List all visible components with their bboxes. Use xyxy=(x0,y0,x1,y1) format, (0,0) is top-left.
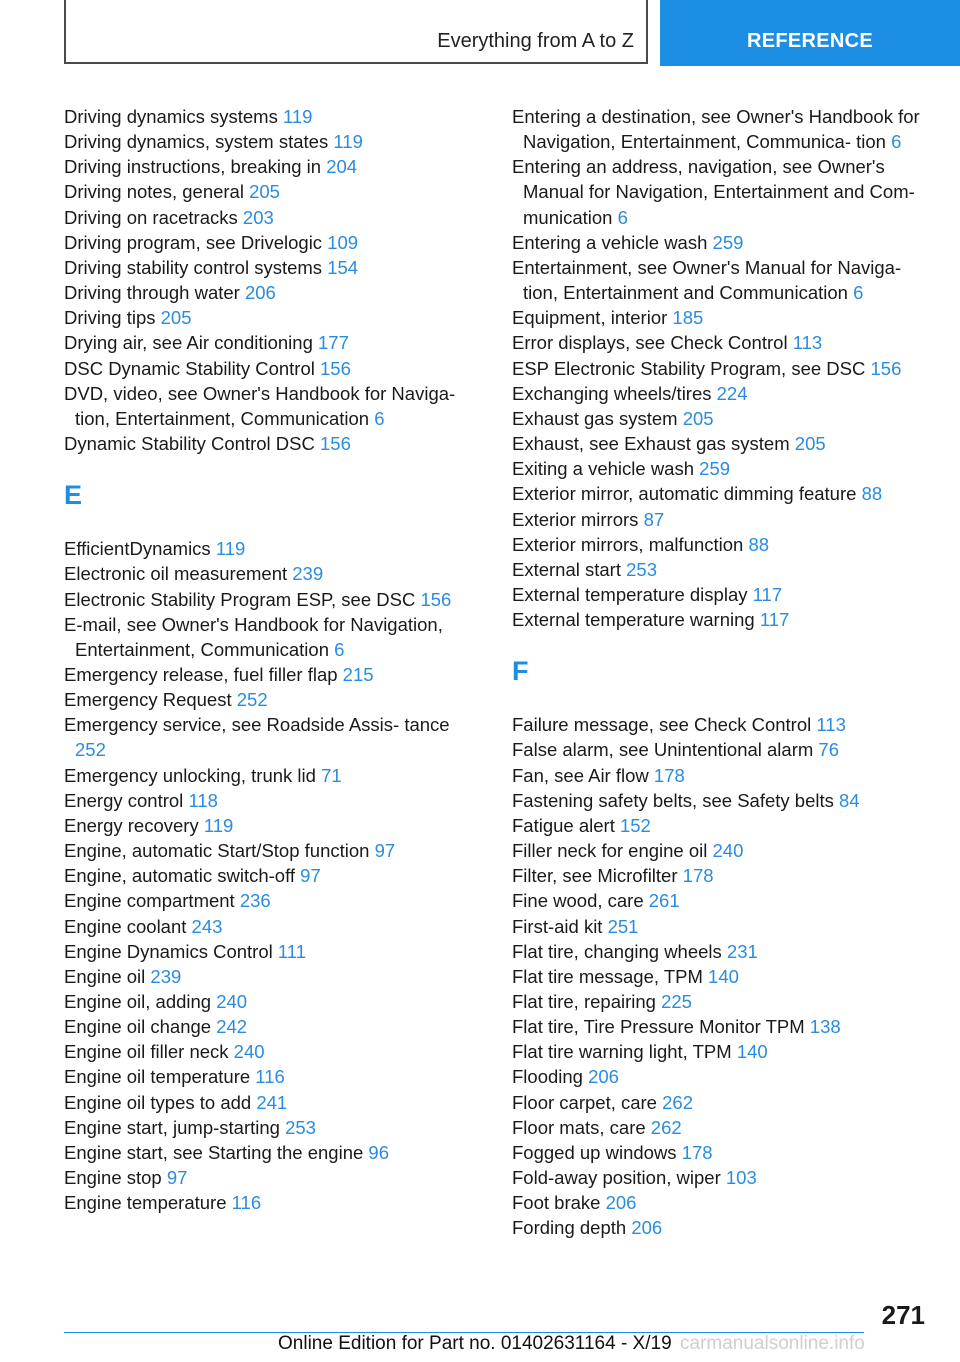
index-entry xyxy=(64,788,474,813)
entry-text: Entertainment, see Owner's Manual for Naviga‐ tion, Entertainment and Communication xyxy=(512,256,902,304)
letter-heading-f: F xyxy=(512,656,529,687)
entry-text: External temperature warning xyxy=(512,609,755,631)
entry-text: Engine oil types to add xyxy=(64,1091,252,1113)
entry-text: Engine start, see Starting the engine xyxy=(64,1141,364,1163)
entry-text: Fording depth xyxy=(512,1217,627,1239)
index-entry xyxy=(512,104,922,154)
index-entry xyxy=(512,406,922,431)
page-link[interactable]: 239 xyxy=(292,563,324,585)
index-entry xyxy=(512,1215,922,1240)
index-entry xyxy=(512,1115,922,1140)
index-entry xyxy=(64,662,474,687)
page-link[interactable]: 138 xyxy=(809,1016,841,1038)
entry-text: Filter, see Microfilter xyxy=(512,865,678,887)
entry-text: Exterior mirrors, malfunction xyxy=(512,533,744,555)
index-entry xyxy=(64,1115,474,1140)
entry-text: Electronic Stability Program ESP, see DSC xyxy=(64,588,416,610)
page-link[interactable]: 262 xyxy=(662,1091,693,1113)
page-link[interactable]: 97 xyxy=(300,865,321,887)
page-link[interactable]: 231 xyxy=(726,940,758,962)
page-number: 271 xyxy=(881,1300,925,1330)
index-column-left xyxy=(64,104,474,1215)
page-link[interactable]: 117 xyxy=(752,583,783,605)
page-link[interactable]: 178 xyxy=(653,764,685,786)
page-link[interactable]: 119 xyxy=(203,814,234,836)
index-entry xyxy=(512,1014,922,1039)
page-link[interactable]: 119 xyxy=(282,106,313,127)
page-link[interactable]: 119 xyxy=(215,538,246,560)
entry-text: Flat tire message, TPM xyxy=(512,965,703,987)
index-entry xyxy=(512,737,922,762)
page-link[interactable]: 253 xyxy=(626,558,658,580)
entry-text: Driving dynamics, system states xyxy=(64,131,329,153)
index-entry xyxy=(512,1140,922,1165)
page-link[interactable]: 206 xyxy=(631,1217,663,1239)
entry-text: DVD, video, see Owner's Handbook for Naviga‐ tion, Entertainment, Communication xyxy=(64,382,456,429)
index-entry xyxy=(64,381,474,431)
entry-text: Error displays, see Check Control xyxy=(512,332,788,354)
entry-text: External temperature display xyxy=(512,583,748,605)
page-link[interactable]: 261 xyxy=(648,890,680,912)
page-link[interactable]: 87 xyxy=(643,508,665,530)
index-entry xyxy=(64,129,474,154)
entry-text: Exiting a vehicle wash xyxy=(512,458,695,480)
entry-text: Emergency unlocking, trunk lid xyxy=(64,764,316,786)
index-entry xyxy=(512,1165,922,1190)
entry-text: Equipment, interior xyxy=(512,307,668,329)
index-entry xyxy=(512,255,922,305)
index-entry xyxy=(64,1140,474,1165)
index-entry xyxy=(64,356,474,381)
entry-text: Exchanging wheels/tires xyxy=(512,382,712,404)
page-link[interactable]: 6 xyxy=(617,206,628,228)
index-entry xyxy=(512,888,922,913)
index-entry xyxy=(64,1090,474,1115)
page-link[interactable]: 215 xyxy=(342,663,374,685)
entry-text: Driving on racetracks xyxy=(64,206,238,228)
index-entry xyxy=(64,712,474,762)
index-entry xyxy=(512,964,922,989)
entry-text: Flat tire, Tire Pressure Monitor TPM xyxy=(512,1016,805,1038)
entry-list-e-cont xyxy=(512,104,922,632)
page-link[interactable]: 185 xyxy=(672,307,704,329)
index-entry xyxy=(512,305,922,330)
entry-text: Engine, automatic Start/Stop function xyxy=(64,840,370,862)
entry-text: Driving through water xyxy=(64,282,240,304)
page-link[interactable]: 253 xyxy=(285,1116,316,1138)
index-entry xyxy=(512,456,922,481)
index-entry xyxy=(64,431,474,456)
entry-text: Engine oil change xyxy=(64,1016,212,1038)
page-link[interactable]: 262 xyxy=(650,1116,682,1138)
index-entry xyxy=(64,104,474,129)
index-entry xyxy=(64,964,474,989)
index-entry xyxy=(64,1190,474,1215)
page-link[interactable]: 71 xyxy=(321,764,342,786)
page-link[interactable]: 242 xyxy=(216,1016,248,1038)
index-entry xyxy=(64,914,474,939)
index-entry xyxy=(512,431,922,456)
page-link[interactable]: 113 xyxy=(792,332,823,354)
page-link[interactable]: 259 xyxy=(712,231,744,253)
entry-text: Flooding xyxy=(512,1066,583,1088)
index-entry xyxy=(512,863,922,888)
entry-text: Engine start, jump-starting xyxy=(64,1116,280,1138)
index-entry xyxy=(512,230,922,255)
entry-text: External start xyxy=(512,558,621,580)
page-link[interactable]: 240 xyxy=(216,991,248,1012)
index-entry xyxy=(64,838,474,863)
entry-text: Floor mats, care xyxy=(512,1116,646,1138)
index-entry xyxy=(64,1039,474,1064)
index-entry xyxy=(64,687,474,712)
reference-label: REFERENCE xyxy=(746,30,874,52)
entry-text: Fatigue alert xyxy=(512,814,615,836)
entry-text: Engine oil xyxy=(64,965,146,987)
page-link[interactable]: 84 xyxy=(839,789,860,811)
index-entry xyxy=(64,154,474,179)
entry-list-e xyxy=(64,536,474,1215)
index-entry xyxy=(64,205,474,230)
index-entry xyxy=(512,507,922,532)
entry-text: False alarm, see Unintentional alarm xyxy=(512,739,814,761)
index-entry xyxy=(512,481,922,506)
page-link[interactable]: 152 xyxy=(619,814,651,836)
entry-text: Engine oil temperature xyxy=(64,1066,251,1088)
index-entry xyxy=(512,914,922,939)
entry-text: Entering a destination, see Owner's Handbook for Navigation, Entertainment, Communica‐ tion xyxy=(512,106,920,153)
entry-text: Fine wood, care xyxy=(512,890,644,912)
letter-heading-e: E xyxy=(64,480,83,511)
entry-text: Engine stop xyxy=(64,1167,162,1189)
entry-text: Driving notes, general xyxy=(64,181,244,203)
entry-text: Fold-away position, wiper xyxy=(512,1167,721,1189)
entry-text: Dynamic Stability Control DSC xyxy=(64,433,315,455)
index-entry xyxy=(512,939,922,964)
page-header xyxy=(0,0,960,66)
entry-text: Engine oil, adding xyxy=(64,991,212,1012)
index-entry xyxy=(64,763,474,788)
page-link[interactable]: 224 xyxy=(716,382,748,404)
index-entry xyxy=(512,582,922,607)
index-entry xyxy=(64,612,474,662)
page-link[interactable]: 109 xyxy=(327,231,359,253)
page-link[interactable]: 103 xyxy=(725,1167,757,1189)
page-link[interactable]: 116 xyxy=(231,1192,262,1214)
entry-list-d xyxy=(64,104,474,456)
entry-text: Energy control xyxy=(64,789,184,811)
page-link[interactable]: 156 xyxy=(870,357,902,379)
page-link[interactable]: 154 xyxy=(327,256,359,278)
index-entry xyxy=(512,154,922,229)
entry-text: Fastening safety belts, see Safety belts xyxy=(512,789,834,811)
entry-text: Fan, see Air flow xyxy=(512,764,649,786)
index-entry xyxy=(64,230,474,255)
page-link[interactable]: 240 xyxy=(712,840,744,862)
entry-text: Driving stability control systems xyxy=(64,256,323,278)
page-link[interactable]: 225 xyxy=(661,991,692,1012)
entry-text: Engine compartment xyxy=(64,890,235,912)
page-link[interactable]: 259 xyxy=(699,458,731,480)
page-link[interactable]: 204 xyxy=(326,156,358,178)
page-link[interactable]: 118 xyxy=(188,789,218,811)
page-link[interactable]: 251 xyxy=(607,915,639,937)
index-entry xyxy=(64,989,474,1014)
index-entry xyxy=(512,788,922,813)
page-link[interactable]: 205 xyxy=(160,307,192,329)
page-link[interactable]: 156 xyxy=(420,588,452,610)
index-column-right xyxy=(512,104,922,1241)
page-link[interactable]: 206 xyxy=(244,282,276,304)
page-link[interactable]: 6 xyxy=(374,407,385,429)
index-entry xyxy=(64,280,474,305)
index-entry xyxy=(64,587,474,612)
entry-text: DSC Dynamic Stability Control xyxy=(64,357,315,379)
entry-text: Exhaust, see Exhaust gas system xyxy=(512,433,790,455)
index-entry xyxy=(64,888,474,913)
entry-text: Flat tire, changing wheels xyxy=(512,940,722,962)
entry-text: Engine temperature xyxy=(64,1192,227,1214)
index-entry xyxy=(64,1064,474,1089)
page-link[interactable]: 205 xyxy=(682,407,714,429)
entry-text: Drying air, see Air conditioning xyxy=(64,332,313,354)
page-link[interactable]: 119 xyxy=(333,131,363,153)
page-link[interactable]: 178 xyxy=(681,1141,713,1163)
entry-text: Flat tire, repairing xyxy=(512,991,656,1012)
entry-list-f xyxy=(512,712,922,1240)
page-link[interactable]: 88 xyxy=(748,533,770,555)
entry-text: Engine oil filler neck xyxy=(64,1041,229,1063)
page-link[interactable]: 205 xyxy=(249,181,280,203)
edition-text: Online Edition for Part no. 01402631164 - X/19 xyxy=(278,1333,672,1354)
page-link[interactable]: 243 xyxy=(191,915,223,937)
page-link[interactable]: 203 xyxy=(242,206,274,228)
entry-text: EfficientDynamics xyxy=(64,538,211,560)
index-entry xyxy=(64,330,474,355)
reference-tab[interactable] xyxy=(660,0,960,66)
entry-text: Flat tire warning light, TPM xyxy=(512,1041,732,1063)
page-link[interactable]: 178 xyxy=(682,865,714,887)
page-link[interactable]: 236 xyxy=(239,890,271,912)
entry-text: Emergency Request xyxy=(64,689,232,711)
entry-text: Foot brake xyxy=(512,1192,601,1214)
index-entry xyxy=(512,838,922,863)
entry-text: Driving program, see Drivelogic xyxy=(64,231,323,253)
entry-text: Entering a vehicle wash xyxy=(512,231,708,253)
page-link[interactable]: 241 xyxy=(256,1091,288,1113)
index-entry xyxy=(64,179,474,204)
page-link[interactable]: 156 xyxy=(320,433,351,455)
index-entry xyxy=(512,813,922,838)
index-entry xyxy=(64,536,474,561)
entry-text: Exhaust gas system xyxy=(512,407,678,429)
page-link[interactable]: 6 xyxy=(334,638,345,660)
watermark-brand: carmanualsonline.info xyxy=(680,1333,865,1354)
entry-text: Filler neck for engine oil xyxy=(512,840,708,862)
entry-text: First-aid kit xyxy=(512,915,603,937)
page-link[interactable]: 6 xyxy=(853,282,864,304)
entry-text: Energy recovery xyxy=(64,814,199,836)
index-entry xyxy=(64,305,474,330)
index-entry xyxy=(512,532,922,557)
entry-text: Emergency release, fuel filler flap xyxy=(64,663,338,685)
page-link[interactable]: 206 xyxy=(605,1192,637,1214)
page-link[interactable]: 140 xyxy=(736,1041,768,1063)
entry-text: Floor carpet, care xyxy=(512,1091,657,1113)
page-link[interactable]: 96 xyxy=(368,1141,389,1163)
page-link[interactable]: 240 xyxy=(233,1041,265,1063)
index-entry xyxy=(512,763,922,788)
index-entry xyxy=(512,381,922,406)
index-entry xyxy=(512,1190,922,1215)
page-link[interactable]: 117 xyxy=(759,609,790,631)
index-entry xyxy=(64,863,474,888)
index-entry xyxy=(512,1064,922,1089)
entry-text: Entering an address, navigation, see Owner's Manual for Navigation, Entertainment and Com‐ munication xyxy=(512,156,915,228)
page-link[interactable]: 239 xyxy=(150,965,182,987)
page-link[interactable]: 6 xyxy=(891,131,902,153)
index-entry xyxy=(512,712,922,737)
index-entry xyxy=(64,813,474,838)
entry-text: Exterior mirrors xyxy=(512,508,639,530)
index-entry xyxy=(512,1039,922,1064)
entry-text: Driving dynamics systems xyxy=(64,106,278,127)
page-link[interactable]: 252 xyxy=(75,739,106,761)
index-entry xyxy=(512,330,922,355)
entry-text: Electronic oil measurement xyxy=(64,563,288,585)
index-entry xyxy=(64,1014,474,1039)
entry-text: Emergency service, see Roadside Assis‐ tance xyxy=(64,714,450,736)
entry-text: Engine Dynamics Control xyxy=(64,940,273,962)
index-entry xyxy=(64,1165,474,1190)
page-link[interactable]: 88 xyxy=(861,483,883,505)
entry-text: ESP Electronic Stability Program, see DSC xyxy=(512,357,866,379)
entry-text: Failure message, see Check Control xyxy=(512,714,812,736)
page-link[interactable]: 97 xyxy=(374,840,396,862)
page-link[interactable]: 97 xyxy=(166,1167,188,1189)
page-link[interactable]: 113 xyxy=(816,714,846,736)
entry-text: Fogged up windows xyxy=(512,1141,677,1163)
index-entry xyxy=(64,255,474,280)
page-link[interactable]: 140 xyxy=(708,965,739,987)
page-link[interactable]: 205 xyxy=(794,433,826,455)
page-link[interactable]: 177 xyxy=(318,332,349,354)
page-link[interactable]: 206 xyxy=(588,1066,619,1088)
page-link[interactable]: 156 xyxy=(320,357,351,379)
index-entry xyxy=(512,356,922,381)
section-tab xyxy=(64,0,648,64)
index-entry xyxy=(64,561,474,586)
entry-text: Driving tips xyxy=(64,307,156,329)
index-entry xyxy=(512,1090,922,1115)
page-link[interactable]: 111 xyxy=(277,940,306,962)
page-link[interactable]: 252 xyxy=(236,689,268,711)
index-entry xyxy=(512,989,922,1014)
entry-text: Engine coolant xyxy=(64,915,187,937)
index-entry xyxy=(512,607,922,632)
entry-text: E-mail, see Owner's Handbook for Navigation, Entertainment, Communication xyxy=(64,613,443,660)
index-entry xyxy=(64,939,474,964)
section-title: Everything from A to Z xyxy=(437,30,634,52)
index-entry xyxy=(512,557,922,582)
entry-text: Exterior mirror, automatic dimming feature xyxy=(512,483,857,505)
page-link[interactable]: 116 xyxy=(255,1066,285,1088)
page-link[interactable]: 76 xyxy=(818,739,839,761)
entry-text: Engine, automatic switch-off xyxy=(64,865,296,887)
entry-text: Driving instructions, breaking in xyxy=(64,156,322,178)
